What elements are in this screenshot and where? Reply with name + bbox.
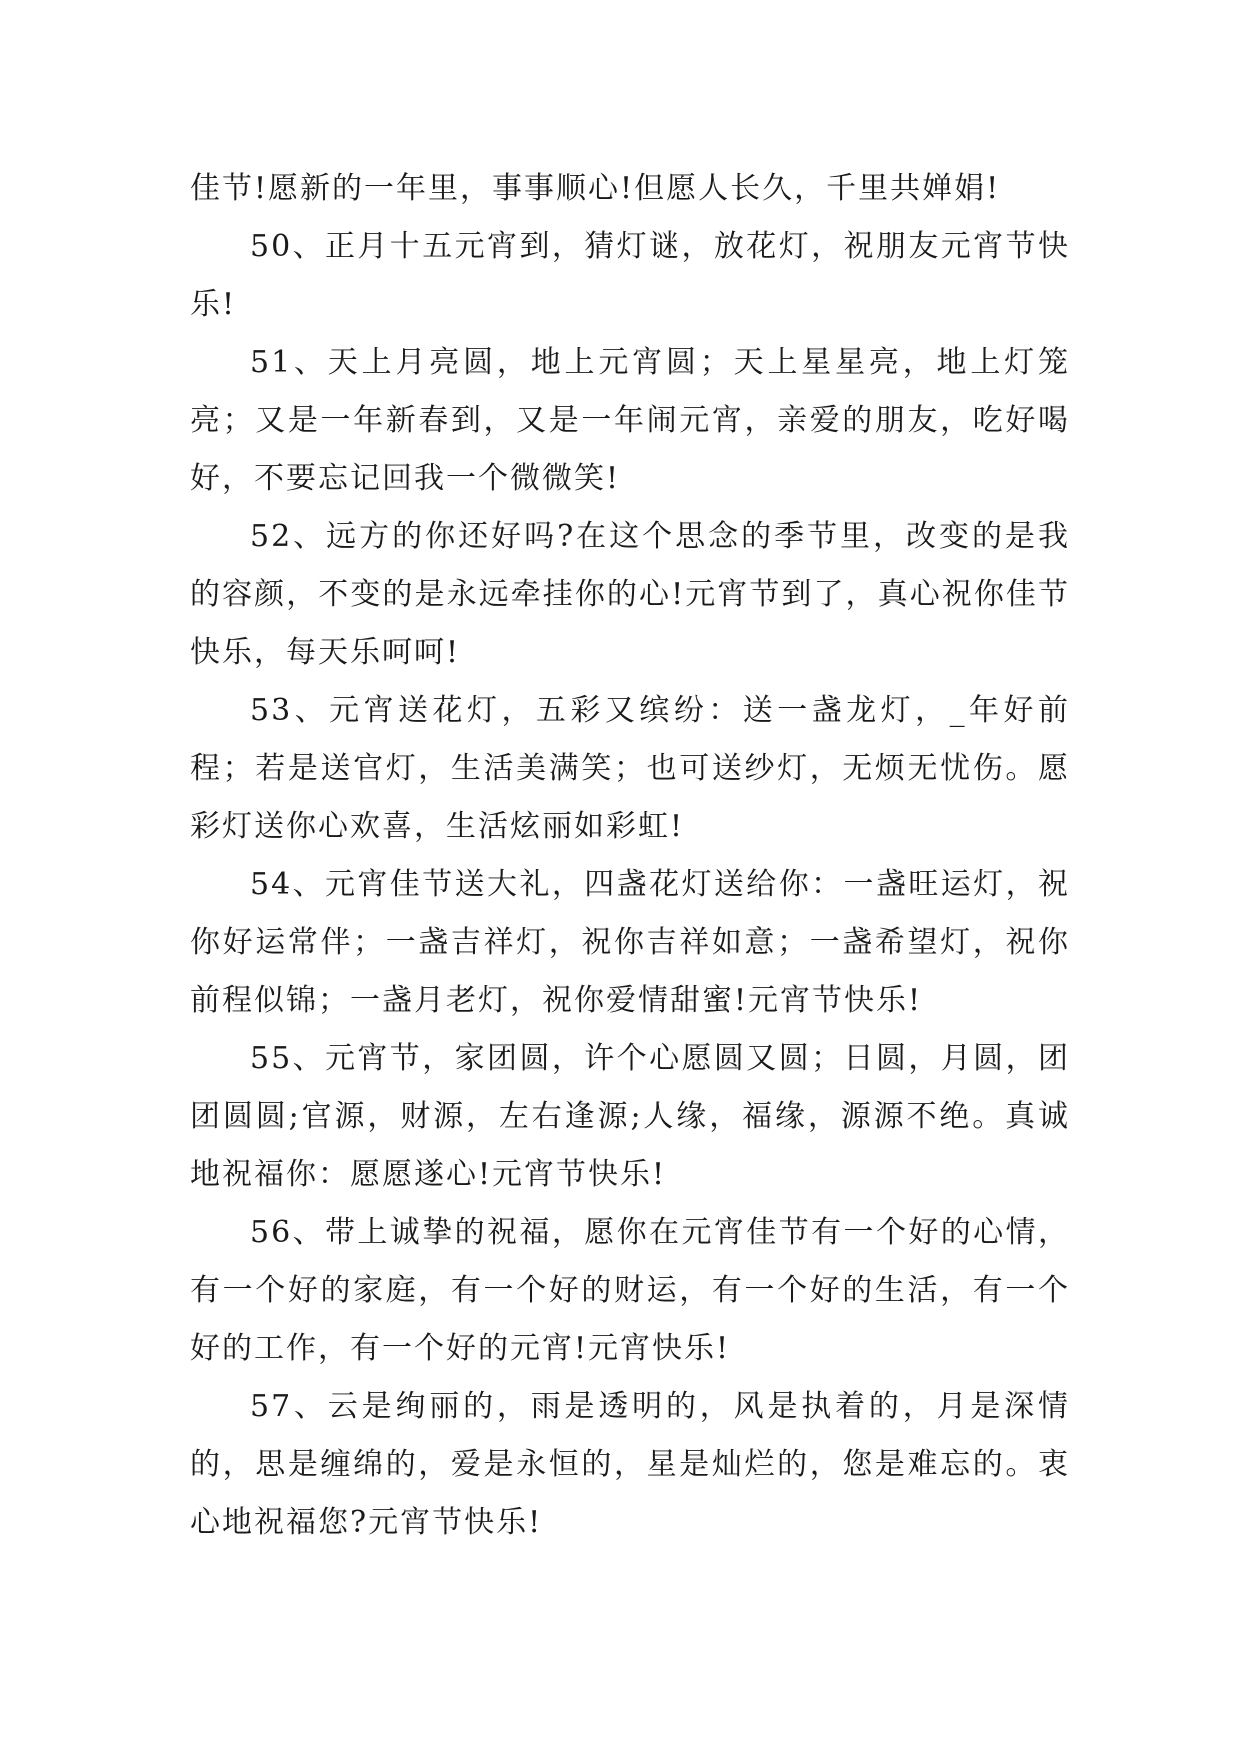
paragraph-56: 56、带上诚挚的祝福，愿你在元宵佳节有一个好的心情，有一个好的家庭，有一个好的财运，有一个好的生活，有一个好的工作，有一个好的元宵!元宵快乐!: [190, 1215, 1070, 1366]
paragraph-55: 55、元宵节，家团圆，许个心愿圆又圆；日圆，月圆，团团圆圆;官源，财源，左右逢源;人缘，福缘，源源不绝。真诚地祝福你：愿愿遂心!元宵节快乐!: [190, 1041, 1070, 1192]
paragraph-52: 52、远方的你还好吗?在这个思念的季节里，改变的是我的容颜，不变的是永远牵挂你的心!元宵节到了，真心祝你佳节快乐，每天乐呵呵!: [190, 519, 1070, 670]
paragraph-54: 54、元宵佳节送大礼，四盏花灯送给你：一盏旺运灯，祝你好运常伴；一盏吉祥灯，祝你吉祥如意；一盏希望灯，祝你前程似锦；一盏月老灯，祝你爱情甜蜜!元宵节快乐!: [190, 867, 1070, 1018]
paragraph-continuation: 佳节!愿新的一年里，事事顺心!但愿人长久，千里共婵娟!: [190, 171, 1001, 206]
paragraph-53: 53、元宵送花灯，五彩又缤纷：送一盏龙灯，_年好前程；若是送官灯，生活美满笑；也可送纱灯，无烦无忧伤。愿彩灯送你心欢喜，生活炫丽如彩虹!: [190, 693, 1070, 844]
document-body: [190, 160, 1070, 1552]
paragraph-57: 57、云是绚丽的，雨是透明的，风是执着的，月是深情的，思是缠绵的，爱是永恒的，星是灿烂的，您是难忘的。衷心地祝福您?元宵节快乐!: [190, 1389, 1070, 1540]
paragraph-50: 50、正月十五元宵到，猜灯谜，放花灯，祝朋友元宵节快乐!: [190, 229, 1070, 322]
paragraph-51: 51、天上月亮圆，地上元宵圆；天上星星亮，地上灯笼亮；又是一年新春到，又是一年闹元宵，亲爱的朋友，吃好喝好，不要忘记回我一个微微笑!: [190, 345, 1070, 496]
